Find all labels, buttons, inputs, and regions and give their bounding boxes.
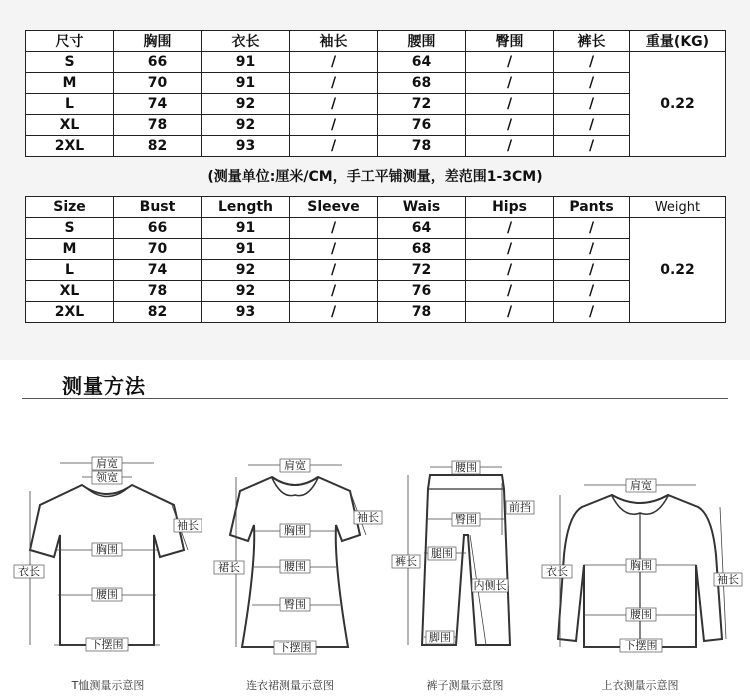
cell-pants: / bbox=[554, 73, 630, 94]
header-pants: Pants bbox=[554, 197, 630, 218]
cell-hips: / bbox=[466, 302, 554, 323]
label-waist: 腰围 bbox=[284, 560, 306, 573]
cell-sleeve: / bbox=[290, 260, 378, 281]
header-waist: 腰围 bbox=[378, 31, 466, 52]
cell-pants: / bbox=[554, 260, 630, 281]
cell-size: M bbox=[26, 239, 114, 260]
cell-bust: 74 bbox=[114, 94, 202, 115]
section-title: 测量方法 bbox=[62, 374, 146, 398]
label-thigh: 腿围 bbox=[431, 547, 453, 560]
cell-waist: 72 bbox=[378, 260, 466, 281]
cell-sleeve: / bbox=[290, 302, 378, 323]
header-length: Length bbox=[202, 197, 290, 218]
cell-pants: / bbox=[554, 302, 630, 323]
cell-sleeve: / bbox=[290, 136, 378, 157]
label-sleeve: 袖长 bbox=[717, 573, 739, 586]
section-divider bbox=[22, 398, 728, 399]
table-header-row bbox=[26, 197, 726, 218]
header-size: Size bbox=[26, 197, 114, 218]
cell-waist: 72 bbox=[378, 94, 466, 115]
cell-size: 2XL bbox=[26, 136, 114, 157]
label-chest: 胸围 bbox=[630, 559, 652, 572]
cell-weight: 0.22 bbox=[630, 218, 726, 323]
cell-sleeve: / bbox=[290, 218, 378, 239]
label-hem: 下摆围 bbox=[278, 641, 312, 654]
table-row bbox=[26, 260, 726, 281]
cell-size: L bbox=[26, 260, 114, 281]
cell-length: 91 bbox=[202, 239, 290, 260]
cell-bust: 78 bbox=[114, 115, 202, 136]
label-collar: 领宽 bbox=[96, 471, 118, 484]
cell-bust: 74 bbox=[114, 260, 202, 281]
table-row bbox=[26, 94, 726, 115]
header-weight: Weight bbox=[630, 197, 726, 218]
cell-length: 92 bbox=[202, 94, 290, 115]
label-hips: 臀围 bbox=[284, 598, 306, 611]
table-row bbox=[26, 302, 726, 323]
cell-size: M bbox=[26, 73, 114, 94]
cell-size: XL bbox=[26, 281, 114, 302]
tshirt-diagram bbox=[12, 455, 202, 660]
cell-pants: / bbox=[554, 239, 630, 260]
dress-diagram bbox=[200, 455, 390, 660]
tshirt-outline bbox=[30, 485, 184, 645]
cell-sleeve: / bbox=[290, 52, 378, 73]
table-row bbox=[26, 52, 726, 73]
cell-sleeve: / bbox=[290, 94, 378, 115]
cell-size: S bbox=[26, 218, 114, 239]
cell-length: 91 bbox=[202, 52, 290, 73]
label-length: 衣长 bbox=[18, 565, 40, 578]
cell-waist: 64 bbox=[378, 52, 466, 73]
cell-bust: 66 bbox=[114, 52, 202, 73]
cell-length: 91 bbox=[202, 73, 290, 94]
caption-pants: 裤子测量示意图 bbox=[426, 679, 504, 692]
label-inseam: 内侧长 bbox=[473, 579, 507, 592]
label-waist: 腰围 bbox=[96, 588, 118, 601]
header-bust: Bust bbox=[114, 197, 202, 218]
cell-length: 91 bbox=[202, 218, 290, 239]
label-hem: 下摆围 bbox=[90, 638, 124, 651]
cell-bust: 82 bbox=[114, 302, 202, 323]
cell-waist: 78 bbox=[378, 302, 466, 323]
cell-sleeve: / bbox=[290, 115, 378, 136]
cell-hips: / bbox=[466, 73, 554, 94]
label-chest: 胸围 bbox=[96, 543, 118, 556]
cell-hips: / bbox=[466, 239, 554, 260]
cell-sleeve: / bbox=[290, 281, 378, 302]
size-table-chinese bbox=[25, 30, 726, 157]
cell-length: 92 bbox=[202, 115, 290, 136]
cell-waist: 76 bbox=[378, 281, 466, 302]
table-row bbox=[26, 136, 726, 157]
header-waist: Wais bbox=[378, 197, 466, 218]
header-sleeve: Sleeve bbox=[290, 197, 378, 218]
cell-size: 2XL bbox=[26, 302, 114, 323]
label-shoulder: 肩宽 bbox=[284, 459, 306, 472]
label-chest: 胸围 bbox=[284, 524, 306, 537]
cell-size: XL bbox=[26, 115, 114, 136]
cell-pants: / bbox=[554, 281, 630, 302]
cell-pants: / bbox=[554, 136, 630, 157]
cell-hips: / bbox=[466, 281, 554, 302]
header-hips: 臀围 bbox=[466, 31, 554, 52]
cell-hips: / bbox=[466, 260, 554, 281]
cell-pants: / bbox=[554, 94, 630, 115]
label-length: 裤长 bbox=[395, 555, 417, 568]
table-row bbox=[26, 73, 726, 94]
cell-length: 93 bbox=[202, 136, 290, 157]
header-bust: 胸围 bbox=[114, 31, 202, 52]
label-waist: 腰围 bbox=[455, 461, 477, 474]
cell-bust: 70 bbox=[114, 73, 202, 94]
label-length: 裙长 bbox=[218, 561, 240, 574]
label-length: 衣长 bbox=[546, 565, 568, 578]
label-leg-opening: 脚围 bbox=[429, 631, 451, 644]
cell-length: 92 bbox=[202, 281, 290, 302]
cell-weight: 0.22 bbox=[630, 52, 726, 157]
cell-hips: / bbox=[466, 218, 554, 239]
table-header-row bbox=[26, 31, 726, 52]
cell-waist: 76 bbox=[378, 115, 466, 136]
table-row bbox=[26, 218, 726, 239]
cell-hips: / bbox=[466, 94, 554, 115]
cell-pants: / bbox=[554, 115, 630, 136]
cell-waist: 68 bbox=[378, 73, 466, 94]
label-shoulder: 肩宽 bbox=[96, 457, 118, 470]
cell-size: S bbox=[26, 52, 114, 73]
label-waist: 腰围 bbox=[630, 608, 652, 621]
table-row bbox=[26, 239, 726, 260]
table-row bbox=[26, 281, 726, 302]
label-hem: 下摆围 bbox=[624, 639, 658, 652]
cell-hips: / bbox=[466, 136, 554, 157]
header-length: 衣长 bbox=[202, 31, 290, 52]
cell-bust: 82 bbox=[114, 136, 202, 157]
label-sleeve: 袖长 bbox=[177, 519, 199, 532]
cell-hips: / bbox=[466, 52, 554, 73]
cell-size: L bbox=[26, 94, 114, 115]
header-pants: 裤长 bbox=[554, 31, 630, 52]
cell-bust: 70 bbox=[114, 239, 202, 260]
cell-waist: 78 bbox=[378, 136, 466, 157]
caption-dress: 连衣裙测量示意图 bbox=[246, 679, 334, 692]
header-weight: 重量(KG) bbox=[630, 31, 726, 52]
header-size: 尺寸 bbox=[26, 31, 114, 52]
cell-length: 92 bbox=[202, 260, 290, 281]
label-shoulder: 肩宽 bbox=[630, 479, 652, 492]
cell-pants: / bbox=[554, 52, 630, 73]
jacket-diagram bbox=[540, 455, 745, 660]
size-table-english bbox=[25, 196, 726, 323]
cell-bust: 78 bbox=[114, 281, 202, 302]
cell-sleeve: / bbox=[290, 239, 378, 260]
caption-tshirt: T恤测量示意图 bbox=[71, 679, 145, 692]
header-sleeve: 袖长 bbox=[290, 31, 378, 52]
pants-diagram bbox=[390, 455, 540, 660]
cell-bust: 66 bbox=[114, 218, 202, 239]
label-sleeve: 袖长 bbox=[357, 511, 379, 524]
label-hips: 臀围 bbox=[455, 513, 477, 526]
table-row bbox=[26, 115, 726, 136]
cell-waist: 68 bbox=[378, 239, 466, 260]
cell-pants: / bbox=[554, 218, 630, 239]
cell-waist: 64 bbox=[378, 218, 466, 239]
cell-length: 93 bbox=[202, 302, 290, 323]
cell-sleeve: / bbox=[290, 73, 378, 94]
measurement-note: (测量单位:厘米/CM，手工平铺测量，差范围1-3CM) bbox=[207, 169, 543, 185]
label-rise: 前挡 bbox=[509, 501, 531, 514]
cell-hips: / bbox=[466, 115, 554, 136]
header-hips: Hips bbox=[466, 197, 554, 218]
caption-jacket: 上衣测量示意图 bbox=[601, 679, 679, 692]
